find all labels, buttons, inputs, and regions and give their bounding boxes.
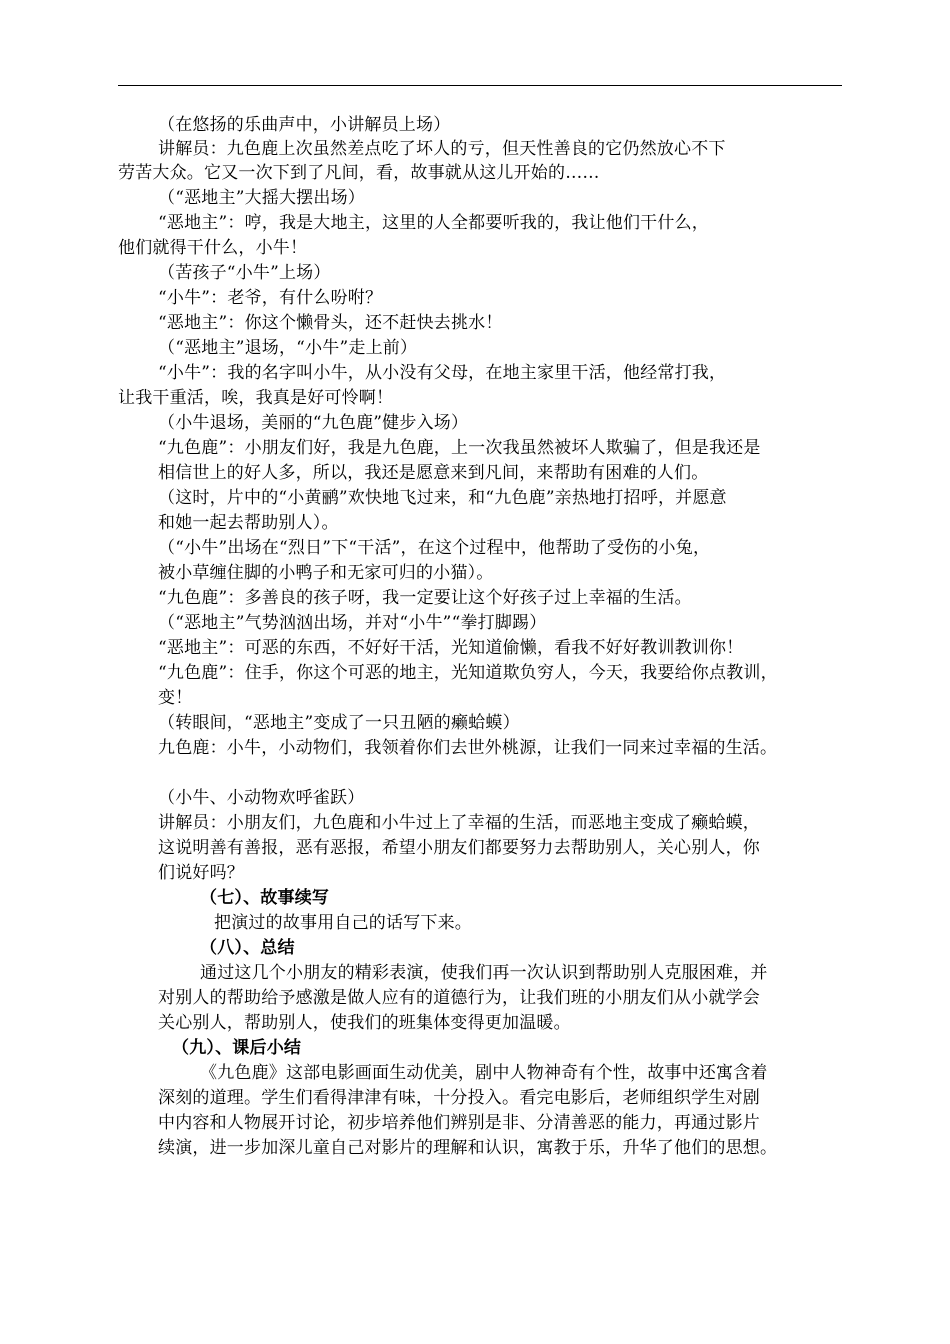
text-line: 关心别人，帮助别人，使我们的班集体变得更加温暖。 (158, 1013, 571, 1033)
text-line: 通过这几个小朋友的精彩表演，使我们再一次认识到帮助别人克服困难，并 (200, 963, 768, 983)
text-line: “恶地主”：可恶的东西，不好好干活，光知道偷懒，看我不好好教训教训你！ (158, 638, 744, 658)
text-line: 这说明善有善报，恶有恶报，希望小朋友们都要努力去帮助别人，关心别人，你 (158, 838, 760, 858)
text-line: “小牛”：老爷，有什么吩咐？ (158, 288, 383, 308)
text-line: （小牛、小动物欢呼雀跃） (158, 788, 365, 808)
text-line: （小牛退场，美丽的“九色鹿”健步入场） (158, 413, 469, 433)
text-line: 《九色鹿》这部电影画面生动优美，剧中人物神奇有个性，故事中还寓含着 (200, 1063, 768, 1083)
text-line: “恶地主”：你这个懒骨头，还不赶快去挑水！ (158, 313, 503, 333)
text-line: 续演，进一步加深儿童自己对影片的理解和认识，寓教于乐，升华了他们的思想。 (158, 1138, 778, 1158)
text-line: “九色鹿”：住手，你这个可恶的地主，光知道欺负穷人，今天，我要给你点教训， (158, 663, 778, 683)
text-line: “九色鹿”：小朋友们好，我是九色鹿，上一次我虽然被坏人欺骗了，但是我还是 (158, 438, 761, 458)
text-line: 劳苦大众。它又一次下到了凡间，看，故事就从这儿开始的…… (118, 163, 600, 183)
text-line: “小牛”：我的名字叫小牛，从小没有父母，在地主家里干活，他经常打我， (158, 363, 727, 383)
text-line: 和她一起去帮助别人）。 (158, 513, 339, 533)
text-line: 他们就得干什么，小牛！ (118, 238, 308, 258)
text-line: 们说好吗？ (158, 863, 244, 883)
text-line: “恶地主”：哼，我是大地主，这里的人全都要听我的，我让他们干什么， (158, 213, 709, 233)
section-heading: （八）、总结 (200, 938, 295, 958)
text-line: 中内容和人物展开讨论，初步培养他们辨别是非、分清善恶的能力，再通过影片 (158, 1113, 760, 1133)
text-line: 深刻的道理。学生们看得津津有味，十分投入。看完电影后，老师组织学生对剧 (158, 1088, 760, 1108)
text-line: 相信世上的好人多，所以，我还是愿意来到凡间，来帮助有困难的人们。 (158, 463, 709, 483)
text-line: （苦孩子“小牛”上场） (158, 263, 331, 283)
text-line: （“小牛”出场在“烈日”下“干活”，在这个过程中，他帮助了受伤的小兔， (158, 538, 711, 558)
text-line: （“恶地主”气势汹汹出场，并对“小牛”“拳打脚踢） (158, 613, 547, 633)
text-line: （“恶地主”退场，“小牛”走上前） (158, 338, 418, 358)
text-line: 讲解员：小朋友们，九色鹿和小牛过上了幸福的生活，而恶地主变成了癞蛤蟆， (158, 813, 760, 833)
text-line: （转眼间，“恶地主”变成了一只丑陋的癞蛤蟆） (158, 713, 520, 733)
text-line: 对别人的帮助给予感激是做人应有的道德行为，让我们班的小朋友们从小就学会 (158, 988, 760, 1008)
text-line: （在悠扬的乐曲声中，小讲解员上场） (158, 115, 451, 135)
section-heading: （九）、课后小结 (172, 1038, 302, 1058)
text-line: “九色鹿”：多善良的孩子呀，我一定要让这个好孩子过上幸福的生活。 (158, 588, 692, 608)
text-line: 讲解员：九色鹿上次虽然差点吃了坏人的亏，但天性善良的它仍然放心不下 (158, 139, 726, 159)
text-line: 变！ (158, 688, 193, 708)
text-line: （这时，片中的“小黄鹂”欢快地飞过来，和“九色鹿”亲热地打招呼，并愿意 (158, 488, 727, 508)
text-line: （“恶地主”大摇大摆出场） (158, 188, 365, 208)
text-line: 被小草缠住脚的小鸭子和无家可归的小猫）。 (158, 563, 494, 583)
header-rule (118, 85, 842, 86)
text-line: 让我干重活，唉，我真是好可怜啊！ (118, 388, 394, 408)
text-line: 把演过的故事用自己的话写下来。 (214, 913, 472, 933)
text-line: 九色鹿：小牛，小动物们，我领着你们去世外桃源，让我们一同来过幸福的生活。 (158, 738, 778, 758)
section-heading: （七）、故事续写 (200, 888, 330, 908)
